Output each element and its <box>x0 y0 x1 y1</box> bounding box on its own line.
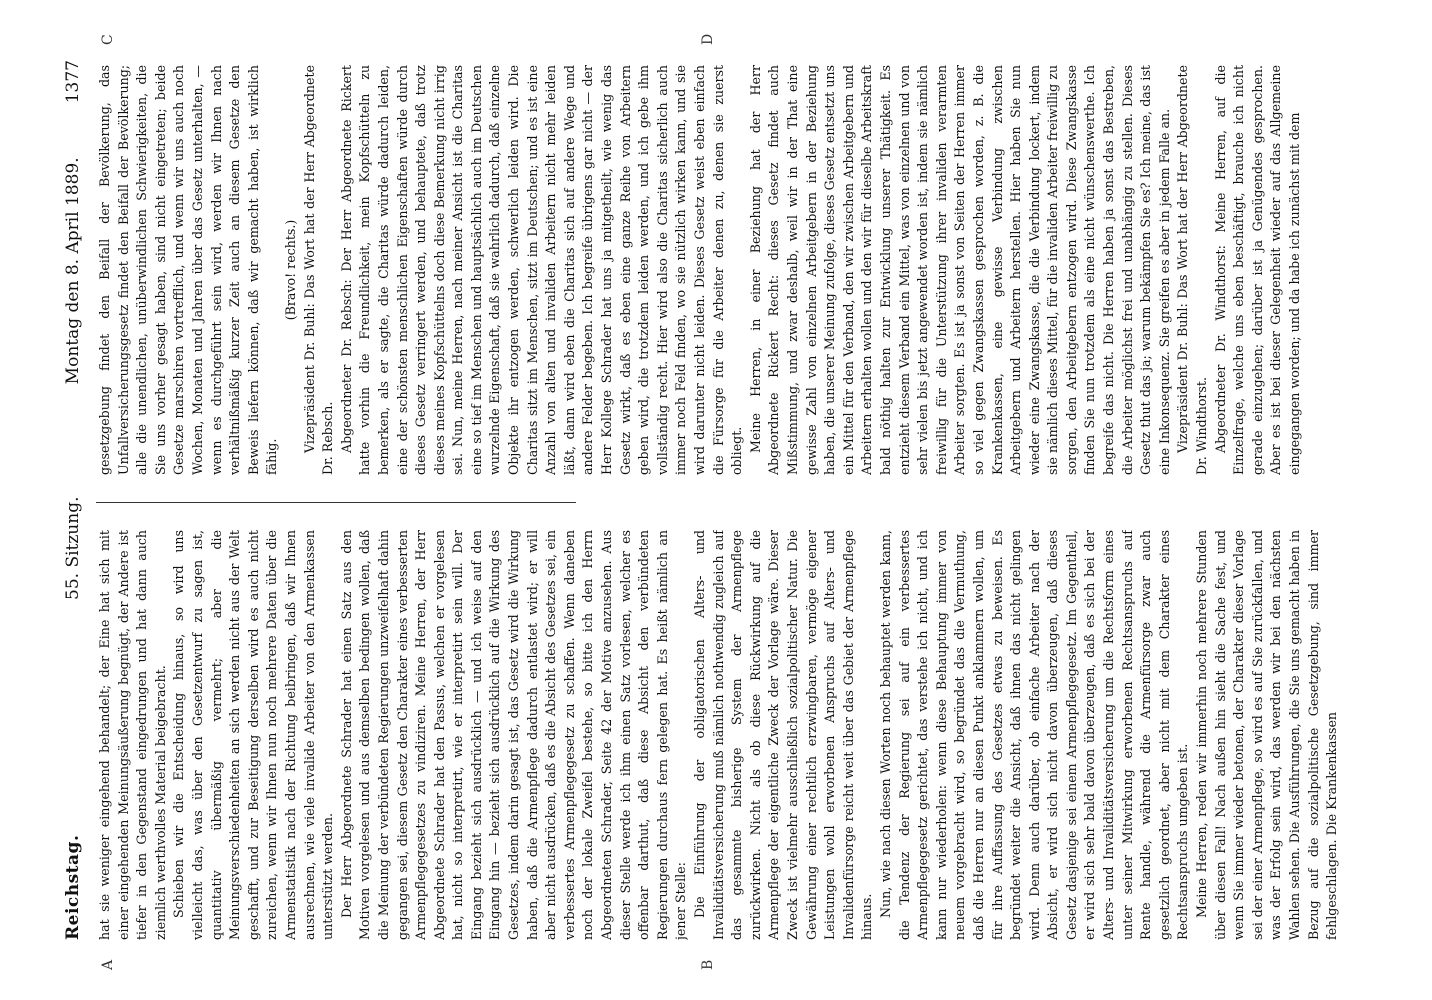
paragraph: hat sie weniger eingehend behandelt; der Eine hat sich mit einer eingehenden Meinungsäußerung begnügt, der Andere ist tiefer in den Gegenstand eingedrungen und hat dann auch ziemlich werthvolles Material beigebracht. <box>97 530 168 940</box>
margin-letter-a: A <box>100 959 116 970</box>
page-header <box>58 60 88 940</box>
column-divider <box>96 502 576 503</box>
paragraph: Meine Herren, reden wir immerhin noch mehrere Stunden über diesen Fall! Nach außen hin sieht die Sache fest, und wenn Sie immer wieder betonen, der Charakter dieser Vorlage sei der einer Armenpflege, so wird es auf Sie zurückfallen, und was der Erfolg sein wird, das werden wir bei den nächsten Wahlen sehen. Die Ausführungen, die Sie uns gemacht haben in Bezug auf die sozialpolitische Gesetzgebung, sind immer fehlgeschlagen. Die Krankenkassen <box>1194 530 1340 940</box>
paragraph: Abgeordneter Dr. Windthorst: Meine Herren, auf die Einzelfrage, welche uns eben beschäftigt, brauche ich nicht gerade einzugehen; darüber ist ja Genügendes gesprochen. Aber es ist bei dieser Gelegenheit wieder auf das Allgemeine eingegangen worden; und da habe ich zunächst mit dem <box>1212 65 1302 475</box>
margin-letter-c: C <box>100 34 116 45</box>
page-number: 1377 <box>63 60 83 104</box>
right-column <box>96 65 1356 475</box>
margin-letter-b: B <box>700 959 716 970</box>
quotation-paragraph: Die Einführung der obligatorischen Alters- und Invaliditätsversicherung muß nämlich nothwendig zugleich auf das gesammte bisherige System der Armenpflege zurückwirken. Nicht als ob diese Rückwirkung auf die Armenpflege der eigentliche Zweck der Vorlage wäre. Dieser Zweck ist vielmehr ausschließlich sozialpolitischer Natur. Die Gewährung einer rechtlich erzwingbaren, vermöge eigener Leistungen wohl erworbenen Anspruchs auf Alters- und Invalidenfürsorge reicht weit über das Gebiet der Armenpflege hinaus. <box>692 530 875 940</box>
paragraph: Meine Herren, in einer Beziehung hat der Herr Abgeordnete Rickert Recht: dieses Gesetz findet auch Mißstimmung, und zwar deshalb, weil wir in der That eine gewisse Zahl von einzelnen Arbeitgebern in der Beziehung haben, die unserer Meinung zufolge, dieses Gesetz entsetzt uns ein Mittel für den Verband, den wir zwischen Arbeitgebern und Arbeitern erhalten wollen und den wir für dieselbe Arbeitskraft bald nöthig halten zur Entwicklung unserer Thätigkeit. Es entzieht diesem Verband ein Mittel, was von einzelnen und von sehr vielen bis jetzt angewendet worden ist, indem sie nämlich freiwillig für die Unterstützung ihrer invaliden verarmten Arbeiter sorgten. Es ist ja sonst von Seiten der Herren immer so viel gegen Zwangskassen gesprochen worden, z. B. die Krankenkassen, eine gewisse Verbindung zwischen Arbeitgebern und Arbeitern herstellen. Hier haben Sie nun wieder eine Zwangskasse, die die Verbindung lockert, indem sie nämlich dieses Mittel, für die invaliden Arbeiter freiwillig zu sorgen, den Arbeitgebern entzogen wird. Diese Zwangskasse finden Sie nun trotzdem als eine nicht wünschenswerthe. Ich begreife das nicht. Die Herren haben ja sonst das Bestreben, die Arbeiter möglichst frei und unabhängig zu stellen. Dieses Gesetz thut das ja; warum bekämpfen Sie es? Ich meine, das ist eine Inkonsequenz. Sie greifen es aber in jedem Falle an. <box>747 65 1172 475</box>
paragraph: Abgeordneter Dr. Rebsch: Der Herr Abgeordnete Rickert hatte vorhin die Freundlichkeit, mein Kopfschütteln zu bemerken, als er sagte, die Charitas würde dadurch leiden, eine der schönsten menschlichen Eigenschaften würde durch dieses Gesetz verringert werden, und behauptete, daß trotz dieses meines Kopfschüttelns doch diese Bemerkung nicht irrig sei. Nun, meine Herren, nach meiner Ansicht ist die Charitas eine so tief im Menschen und hauptsächlich auch im Deutschen wurzelnde Eigenschaft, daß sie wahrlich dadurch, daß einzelne Objekte ihr entzogen werden, schwerlich leiden wird. Die Charitas sitzt im Menschen, sitzt im Deutschen; und es ist eine Anzahl von alten und invaliden Arbeitern nicht mehr leiden läßt, dann wird eben die Charitas sich auf andere Wege und andere Felder begeben. Ich begreife übrigens gar nicht — der Herr Kollege Schrader hat uns ja mitgetheilt, wie wenig das Gesetz wirkt, daß es eben eine ganze Reihe von Arbeitern geben wird, die trotzdem leiden werden, und ich gebe ihm vollständig recht. Hier wird also die Charitas sicherlich auch immer noch Feld finden, wo sie nützlich wirken kann, und sie wird darunter nicht leiden. Dieses Gesetz weist eben einfach die Fürsorge für die Arbeiter denen zu, denen sie zuerst obliegt. <box>338 65 745 475</box>
paragraph: Schieben wir die Entscheidung hinaus, so wird uns vielleicht das, was über den Gesetzentwurf zu sagen ist, quantitativ übermäßig vermehrt; aber die Meinungsverschiedenheiten an sich werden nicht aus der Welt geschafft, und zur Beseitigung derselben wird es auch nicht zureichen, wenn wir Ihnen nun noch mehrere Daten über die Armenstatistik nach der Richtung beibringen, daß wir Ihnen ausrechnen, wie viele invalide Arbeiter von den Armenkassen unterstützt werden. <box>171 530 336 940</box>
header-right <box>58 60 88 384</box>
header-left: Reichstag. <box>63 834 83 940</box>
speaker-announcement: Vizepräsident Dr. Buhl: Das Wort hat der Herr Abgeordnete Dr. Rebsch. <box>301 65 336 475</box>
speaker-announcement: Vizepräsident Dr. Buhl: Das Wort hat der Herr Abgeordnete Dr. Windthorst. <box>1175 65 1210 475</box>
header-date: Montag den 8. April 1889. <box>63 157 83 385</box>
paragraph: Nun, wie nach diesen Worten noch behauptet werden kann, die Tendenz der Regierung sei auf ein verbessertes Armenpflegegesetz gerichtet, das verstehe ich nicht, und ich kann nur wiederholen: wenn diese Behauptung immer von neuem vorgebracht wird, so begründet das die Vermuthung, daß die Herren nur an diesen Punkt anklammern wollen, um für ihre Auffassung des Gesetzes etwas zu beweisen. Es begründet weiter die Ansicht, daß ihnen das nicht gelingen wird. Denn auch darüber, ob einfache Arbeiter nach der Absicht, er wird sich nicht davon überzeugen, daß dieses Gesetz dasjenige sei einem Armenpflegegesetz. Im Gegentheil, er wird sich sehr bald davon überzeugen, daß es sich bei der Alters- und Invaliditätsversicherung um die Rechtsform eines unter seiner Mitwirkung erworbenen Rechtsanspruchs auf Rente handle, während die Armenfürsorge zwar auch gesetzlich geordnet, aber nicht mit dem Charakter eines Rechtsanspruchs umgeben ist. <box>877 530 1191 940</box>
applause-note: (Bravo! rechts.) <box>282 219 298 321</box>
header-center: 55. Sitzung. <box>63 496 83 600</box>
paragraph: Der Herr Abgeordnete Schrader hat einen Satz aus den Motiven vorgelesen und aus demselben bedingen wollen, daß die Meinung der verbündeten Regierungen unzweifelhaft dahin gegangen sei, diesem Gesetz den Charakter eines verbesserten Armenpflegegesetzes zu vindiziren. Meine Herren, der Herr Abgeordnete Schrader hat den Passus, welchen er vorgelesen hat, nicht so interpretirt, wie er interpretirt sein will. Der Eingang bezieht sich ausdrücklich — und ich weise auf den Eingang hin — bezieht sich ausdrücklich auf die Wirkung des Gesetzes, indem darin gesagt ist, das Gesetz wird die Wirkung haben, daß die Armenpflege dadurch entlastet wird; er will aber nicht ausdrücken, daß es die Absicht des Gesetzes sei, ein verbessertes Armenpflegegesetz zu schaffen. Wenn daneben noch der lokale Zweifel bestehe, so bitte ich den Herrn Abgeordneten Schrader, Seite 42 der Motive anzusehen. Aus dieser Stelle werde ich ihm einen Satz vorlesen, welcher es offenbar darthut, daß diese Absicht den verbündeten Regierungen durchaus fern gelegen hat. Es heißt nämlich an jener Stelle: <box>338 530 689 940</box>
paragraph: gesetzgebung findet den Beifall der Bevölkerung, das Unfallversicherungsgesetz findet den Beifall der Bevölkerung; alle die unendlichen, unüberwindlichen Schwierigkeiten, die Sie uns vorher gesagt haben, sind nicht eingetreten; beide Gesetze marschiren vortrefflich, und wenn wir uns auch noch Wochen, Monaten und Jahren über das Gesetz unterhalten, — wenn es durchgeführt sein wird, werden wir Ihnen nach verhältnißmäßig kurzer Zeit auch an diesem Gesetze den Beweis liefern können, daß wir gemacht haben, ist wirklich fähig. <box>97 65 280 475</box>
left-column <box>96 530 1356 940</box>
margin-letter-d: D <box>700 33 716 45</box>
